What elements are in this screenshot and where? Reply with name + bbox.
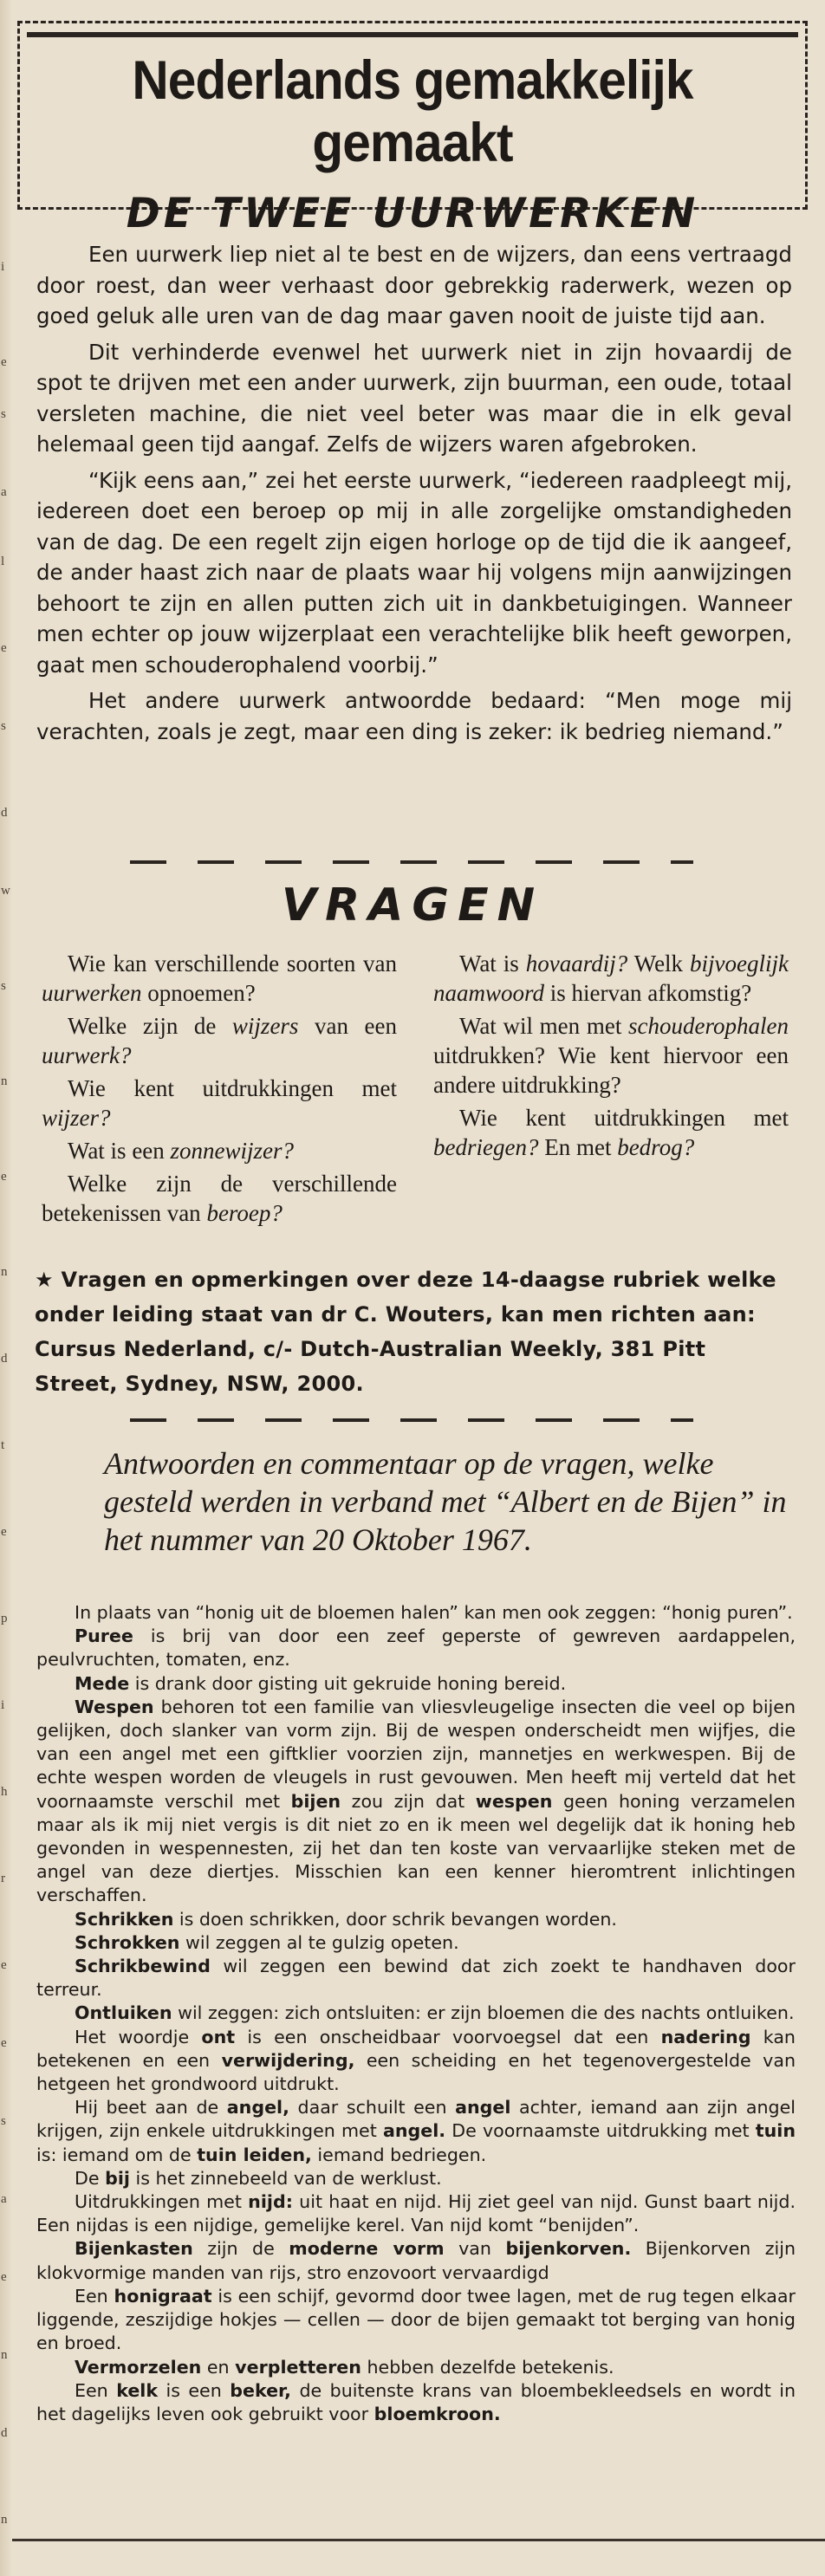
- margin-letter: t: [1, 1438, 5, 1452]
- answer-term: bij: [105, 2167, 130, 2189]
- masthead-box: [17, 21, 808, 237]
- answer-paragraph: [36, 2026, 796, 2097]
- answer-text: De: [75, 2167, 106, 2189]
- answer-paragraph: [36, 2096, 796, 2167]
- question: [42, 1169, 397, 1228]
- question: [433, 949, 789, 1008]
- question-text: Wat is: [459, 951, 526, 977]
- answer-term: kelk: [116, 2379, 159, 2401]
- answer-term: Mede: [75, 1672, 130, 1694]
- answer-term: ont: [201, 2026, 236, 2047]
- answer-term: angel,: [226, 2097, 289, 2119]
- margin-letter: s: [1, 979, 6, 993]
- answer-text: is drank door gisting uit gekruide honing bereid.: [129, 1672, 567, 1694]
- answer-text: is het zinnebeeld van de werklust.: [129, 2167, 442, 2189]
- question-keyword: hovaardij?: [525, 951, 628, 977]
- margin-letter: h: [1, 1785, 8, 1799]
- answer-text: van: [444, 2238, 506, 2260]
- margin-letter: n: [1, 1074, 8, 1088]
- answer-term: nijd:: [248, 2191, 293, 2213]
- margin-letter: a: [1, 2192, 7, 2206]
- question-text: Wat wil men met: [459, 1013, 629, 1039]
- answer-paragraph: [36, 2285, 796, 2356]
- contact-note: ★ Vragen en opmerkingen over deze 14-daagse rubriek welke onder leiding staat van dr C. Wouters, kan men richten aan: Cursus Nederland, c/- Dutch-Australian Weekly, 381 Pitt Street, Sydney, NSW, 2000.: [35, 1268, 776, 1396]
- question: [433, 1103, 789, 1162]
- answer-text: geen honing verzamelen maar als ik mij niet vergis is dit niet zo en ik meen wel degelijk dat ik honing heb gevonden in wespennesten, zij het dan ten koste van vervaarlijke steken met de angel van deze diertjes. Misschien kan een kenner hieromtrent inlichtingen verschaffen.: [36, 1790, 796, 1906]
- dashed-divider: [130, 1418, 693, 1422]
- answer-text: wil zeggen: zich ontsluiten: er zijn bloemen die des nachts ontluiken.: [172, 2002, 795, 2024]
- margin-letter: d: [1, 2426, 8, 2440]
- question-text: opnoemen?: [141, 980, 256, 1006]
- margin-letter: e: [1, 641, 7, 655]
- question-keyword: beroep?: [206, 1200, 283, 1226]
- margin-letter: p: [1, 1612, 8, 1625]
- answer-text: is een schijf, gevormd door twee lagen, met de rug tegen elkaar liggende, zeszijdige hokjes — cellen — door de bijen gemaakt tot berging van honig en broed.: [36, 2285, 796, 2354]
- answer-term: verwijdering,: [221, 2049, 355, 2071]
- answer-term: angel: [455, 2097, 511, 2119]
- margin-letter: i: [1, 1698, 5, 1712]
- answer-term: Schrikken: [75, 1908, 174, 1930]
- margin-letter: e: [1, 2036, 7, 2050]
- answer-text: hebben dezelfde betekenis.: [361, 2356, 614, 2378]
- question: [42, 949, 397, 1008]
- story-paragraph: Het andere uurwerk antwoordde bedaard: “Men moge mij verachten, zoals je zegt, maar een ding is zeker: ik bedrieg niemand.”: [36, 688, 792, 744]
- answer-term: Wespen: [75, 1696, 154, 1717]
- question-text: is hiervan afkomstig?: [544, 980, 752, 1006]
- margin-letter: e: [1, 1525, 7, 1539]
- question-text: Welke zijn de verschillende betekenissen van: [42, 1171, 397, 1226]
- answer-text: Hij beet aan de: [75, 2097, 227, 2119]
- margin-letter: n: [1, 2513, 8, 2527]
- answer-paragraph: [36, 2237, 796, 2284]
- answer-text: een scheiding en het tegenovergestelde van hetgeen het grondwoord uitdrukt.: [36, 2049, 796, 2095]
- answer-paragraph: [36, 2167, 796, 2190]
- question-text: uitdrukken? Wie kent hiervoor een andere uitdrukking?: [433, 1042, 789, 1098]
- column-title: Nederlands gemakkelijk gemaakt: [132, 50, 693, 173]
- question-text: Wat is een: [68, 1138, 171, 1164]
- answer-term: bloemkroon.: [374, 2403, 501, 2424]
- answer-text: behoren tot een familie van vliesvleugelige insecten die veel op bijen gelijken, doch slanker van vorm zijn. Bij de wespen onderscheidt men wijfjes, die van een angel met een giftklier voorzien zijn, mannetjes en werkwespen. Bij de echte wespen worden de vleugels in rust gevouwen. Men heeft mij verteld dat het voornaamste verschil met: [36, 1696, 796, 1812]
- margin-letter: d: [1, 1352, 8, 1366]
- question: [42, 1074, 397, 1132]
- answer-term: wespen: [475, 1790, 553, 1812]
- margin-letter: r: [1, 1872, 5, 1885]
- story-paragraph: “Kijk eens aan,” zei het eerste uurwerk, “iedereen raadpleegt mij, iedereen doet een beroep op mij in alle zorgelijke omstandigheden van de dag. De een regelt zijn eigen horloge op de tijd die ik aangeef, de ander haast zich naar de plaats waar hij volgens mijn aanwijzingen behoort te zijn en allen putten zich uit in dankbetuigingen. Wanneer men echter op jouw wijzerplaat een verachtelijke blik heeft geworpen, gaat men schouderophalend voorbij.”: [36, 467, 792, 678]
- margin-letter: s: [1, 719, 6, 733]
- answer-paragraph: [36, 1908, 796, 1931]
- margin-letter: a: [1, 485, 7, 499]
- answer-term: Schrokken: [75, 1931, 180, 1953]
- margin-letter: e: [1, 1958, 7, 1972]
- answer-term: Bijenkasten: [75, 2238, 193, 2260]
- story-paragraph: Een uurwerk liep niet al te best en de wijzers, dan eens vertraagd door roest, dan weer verhaast door gebrekkig raderwerk, wezen op goed geluk alle uren van de dag maar gaven nooit de juiste tijd aan.: [36, 242, 792, 328]
- answer-text: wil zeggen een bewind dat zich zoekt te handhaven door terreur.: [36, 1956, 796, 2001]
- answer-text: en: [201, 2356, 236, 2378]
- answer-text: wil zeggen al te gulzig opeten.: [179, 1931, 459, 1953]
- answer-text: is een onscheidbaar voorvoegsel dat een: [235, 2026, 661, 2047]
- answer-term: Ontluiken: [75, 2002, 172, 2024]
- question-text: En met: [538, 1134, 618, 1160]
- answer-text: kan betekenen en een: [36, 2026, 796, 2071]
- answer-text: zijn de: [192, 2238, 289, 2260]
- answer-text: De voornaamste uitdrukking met: [445, 2120, 756, 2142]
- bottom-rule: [12, 2539, 825, 2541]
- answer-term: nadering: [660, 2026, 751, 2047]
- margin-letter: e: [1, 355, 7, 369]
- question-text: Wie kan verschillende soorten van: [68, 951, 397, 977]
- answer-text: uit haat en nijd. Hij ziet geel van nijd. Gunst baart nijd. Een nijdas is een nijdige, gemelijke kerel. Van nijd komt “benijden”.: [36, 2191, 796, 2236]
- question: [42, 1136, 397, 1165]
- answer-paragraph: [36, 2379, 796, 2426]
- answer-term: bijen: [290, 1790, 341, 1812]
- answer-paragraph: [36, 2356, 796, 2379]
- answer-text: is: iemand om de: [36, 2144, 198, 2165]
- answer-text: de buitenste krans van bloembekleedsels en wordt in het dagelijks leven ook gebruikt voor: [36, 2379, 796, 2424]
- question-keyword: bijvoeglijk naamwoord: [433, 951, 789, 1006]
- answer-term: Vermorzelen: [75, 2356, 202, 2378]
- question-keyword: uurwerken: [42, 980, 142, 1006]
- answer-paragraph: [36, 1955, 796, 2002]
- margin-letter: n: [1, 2348, 8, 2362]
- margin-letter: w: [1, 884, 10, 898]
- answer-text: is doen schrikken, door schrik bevangen worden.: [173, 1908, 617, 1930]
- answer-text: Een: [75, 2379, 117, 2401]
- question-keyword: wijzer?: [42, 1105, 111, 1131]
- answer-paragraph: [36, 1625, 796, 1671]
- answer-paragraph: [36, 1696, 796, 1908]
- question-keyword: uurwerk?: [42, 1042, 132, 1068]
- answer-text: is brij van door een zeef geperste of gewreven aardappelen, peulvruchten, tomaten, enz.: [36, 1625, 796, 1671]
- question-text: Welk: [627, 951, 691, 977]
- answer-paragraph: [36, 2190, 796, 2237]
- margin-letter: n: [1, 1265, 8, 1279]
- story-title: DE TWEE UURWERKEN: [126, 190, 699, 237]
- answer-text: achter, iemand aan zijn angel krijgen, zijn enkele uitdrukkingen met: [36, 2097, 796, 2142]
- margin-letter: e: [1, 1170, 7, 1184]
- answer-text: zou zijn dat: [341, 1790, 476, 1812]
- question-keyword: bedrog?: [617, 1134, 695, 1160]
- answer-paragraph: In plaats van “honig uit de bloemen halen” kan men ook zeggen: “honig puren”.: [75, 1602, 793, 1623]
- margin-letter: s: [1, 2114, 6, 2128]
- question-text: Wie kent uitdrukkingen met: [459, 1105, 789, 1131]
- margin-letter: i: [1, 260, 5, 274]
- question-keyword: bedriegen?: [433, 1134, 539, 1160]
- story-body: [36, 239, 792, 752]
- answers-body: [36, 1601, 796, 2426]
- dashed-divider: [130, 860, 693, 864]
- answer-text: is een: [158, 2379, 231, 2401]
- margin-letter: e: [1, 2270, 7, 2284]
- question-text: van een: [298, 1013, 398, 1039]
- left-margin-strip: [0, 0, 12, 2576]
- margin-letter: l: [1, 555, 5, 568]
- answer-paragraph: [36, 1672, 796, 1696]
- answer-term: angel.: [382, 2120, 446, 2142]
- answer-term: bijenkorven.: [505, 2238, 632, 2260]
- questions-right-column: [433, 949, 789, 1165]
- answer-text: Een: [75, 2285, 114, 2307]
- answer-text: Uitdrukkingen met: [75, 2191, 249, 2213]
- answer-term: tuin: [755, 2120, 796, 2142]
- answer-text: Bijenkorven zijn klokvormige manden van rijs, stro enzovoort vervaardigd: [36, 2238, 796, 2283]
- question-keyword: wijzers: [231, 1013, 299, 1039]
- question-text: Welke zijn de: [68, 1013, 232, 1039]
- story-paragraph: Dit verhinderde evenwel het uurwerk niet in zijn hovaardij de spot te drijven met een ander uurwerk, zijn buurman, een oude, totaal versleten machine, die niet veel beter was maar die in elk geval helemaal geen tijd aangaf. Zelfs de wijzers waren afgebroken.: [36, 339, 792, 457]
- answer-paragraph: [36, 1931, 796, 1955]
- margin-letter: d: [1, 806, 8, 820]
- masthead-rule: [27, 32, 798, 37]
- answer-term: honigraat: [114, 2285, 212, 2307]
- answer-term: verpletteren: [235, 2356, 361, 2378]
- answers-heading: Antwoorden en commentaar op de vragen, welke gesteld werden in verband met “Albert en de Bijen” in het nummer van 20 Oktober 1967.: [104, 1446, 787, 1557]
- answer-term: Puree: [75, 1625, 133, 1647]
- answer-text: iemand bedriegen.: [311, 2144, 487, 2165]
- question-keyword: zonnewijzer?: [170, 1138, 295, 1164]
- question-text: Wie kent uitdrukkingen met: [68, 1075, 397, 1101]
- answer-paragraph: [36, 2002, 796, 2025]
- answer-term: beker,: [230, 2379, 292, 2401]
- questions-left-column: [42, 949, 397, 1231]
- question: [433, 1011, 789, 1100]
- answer-text: Het woordje: [75, 2026, 202, 2047]
- questions-title: VRAGEN: [281, 879, 544, 931]
- answer-text: daar schuilt een: [289, 2097, 456, 2119]
- answer-term: moderne vorm: [289, 2238, 445, 2260]
- question: [42, 1011, 397, 1070]
- question-keyword: schouderophalen: [628, 1013, 789, 1039]
- margin-letter: s: [1, 407, 6, 421]
- answer-term: Schrikbewind: [75, 1956, 211, 1977]
- answer-term: tuin leiden,: [197, 2144, 312, 2165]
